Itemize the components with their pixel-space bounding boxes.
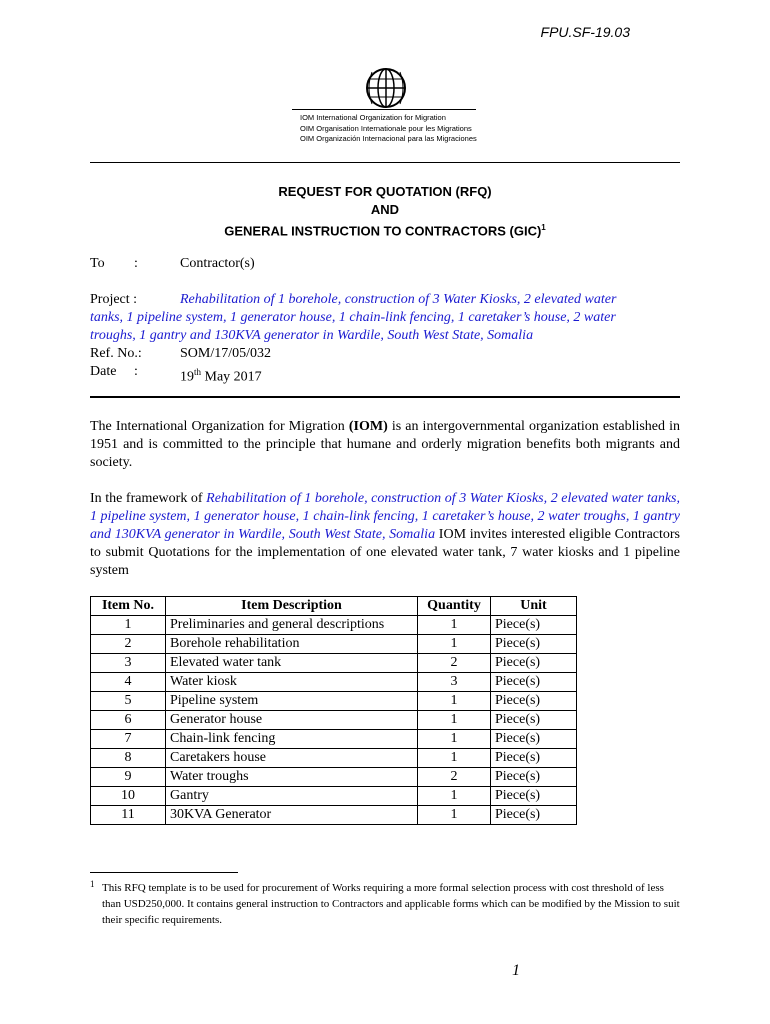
form-code: FPU.SF-19.03 — [540, 24, 630, 40]
table-row: 4 Water kiosk 3 Piece(s) — [91, 673, 577, 692]
to-value: Contractor(s) — [180, 256, 255, 271]
project-line-3: troughs, 1 gantry and 130KVA generator in Wardile, South West State, Somalia — [90, 328, 534, 343]
logo-divider — [292, 109, 476, 110]
project-label: Project : — [90, 292, 138, 307]
iom-globe-logo-icon — [364, 66, 408, 110]
framework-paragraph: In the framework of Rehabilitation of 1 borehole, construction of 3 Water Kiosks, 2 elevated water tanks, 1 pipeline system, 1 generator house, 1 chain-link fencing, 1 caretaker’s house, 2 water troughs, 1 gantry and 130KVA generator in Wardile, South West State, Somalia IOM invites interested eligible Contractors to submit Quotations for the implementation of one elevated water tank, 7 water kiosks and 1 pipeline system — [90, 491, 680, 578]
document-title — [90, 183, 680, 240]
header-divider — [90, 162, 680, 163]
table-row: 6 Generator house 1 Piece(s) — [91, 711, 577, 730]
page-number: 1 — [512, 962, 520, 979]
footnote-divider — [90, 872, 238, 873]
col-item-description: Item Description — [166, 597, 418, 616]
table-row: 9 Water troughs 2 Piece(s) — [91, 768, 577, 787]
footnote-text: This RFQ template is to be used for procurement of Works requiring a more formal selection process with cost threshold of less than USD250,000. It contains general instruction to Contractors and applicable forms which can be modified by the Mission to suit their specific requirements. — [102, 882, 680, 926]
org-name-en: IOM International Organization for Migration — [300, 113, 446, 122]
footnote-ref[interactable]: 1 — [541, 223, 546, 232]
org-name-fr: OIM Organisation Internationale pour les Migrations — [300, 123, 472, 133]
project-line-2: tanks, 1 pipeline system, 1 generator house, 1 chain-link fencing, 1 caretaker’s house, 2 water — [90, 310, 616, 325]
col-unit: Unit — [491, 597, 577, 616]
org-name-es: OIM Organización Internacional para las Migraciones — [300, 134, 477, 143]
table-header-row — [91, 597, 577, 616]
footnote-mark: 1 — [90, 879, 95, 889]
col-item-no: Item No. — [91, 597, 166, 616]
table-row: 1 Preliminaries and general descriptions 1 Piece(s) — [91, 616, 577, 635]
date-value: 19th May 2017 — [180, 367, 262, 385]
date-colon: : — [134, 364, 138, 379]
table-row: 7 Chain-link fencing 1 Piece(s) — [91, 730, 577, 749]
ref-label: Ref. No.: — [90, 346, 142, 361]
ref-value: SOM/17/05/032 — [180, 346, 272, 361]
table-row: 11 30KVA Generator 1 Piece(s) — [91, 806, 577, 825]
title-line-2: AND — [370, 202, 400, 217]
table-row: 5 Pipeline system 1 Piece(s) — [91, 692, 577, 711]
to-label: To — [90, 256, 105, 271]
org-names — [300, 113, 477, 145]
date-label: Date — [90, 364, 117, 379]
footnote — [90, 880, 680, 928]
project-line-1: Rehabilitation of 1 borehole, construction of 3 Water Kiosks, 2 elevated water — [180, 292, 617, 307]
to-colon: : — [134, 256, 138, 271]
table-row: 3 Elevated water tank 2 Piece(s) — [91, 654, 577, 673]
framework-project: Rehabilitation of 1 borehole, construction of 3 Water Kiosks, 2 elevated water tanks, 1 pipeline system, 1 generator house, 1 chain-link fencing, 1 caretaker’s house, 2 water troughs, 1 gantry and 130KVA generator in Wardile, South West State, Somalia — [90, 491, 680, 542]
items-table — [90, 596, 577, 825]
intro-paragraph: The International Organization for Migration (IOM) is an intergovernmental organization established in 1951 and is committed to the principle that humane and orderly migration benefits both migrants and society. — [90, 419, 680, 470]
table-row: 8 Caretakers house 1 Piece(s) — [91, 749, 577, 768]
title-line-1: REQUEST FOR QUOTATION (RFQ) — [278, 184, 492, 199]
col-quantity: Quantity — [418, 597, 491, 616]
table-row: 2 Borehole rehabilitation 1 Piece(s) — [91, 635, 577, 654]
title-line-3: GENERAL INSTRUCTION TO CONTRACTORS (GIC)$^1$ — [224, 223, 546, 239]
meta-divider — [90, 396, 680, 398]
table-row: 10 Gantry 1 Piece(s) — [91, 787, 577, 806]
